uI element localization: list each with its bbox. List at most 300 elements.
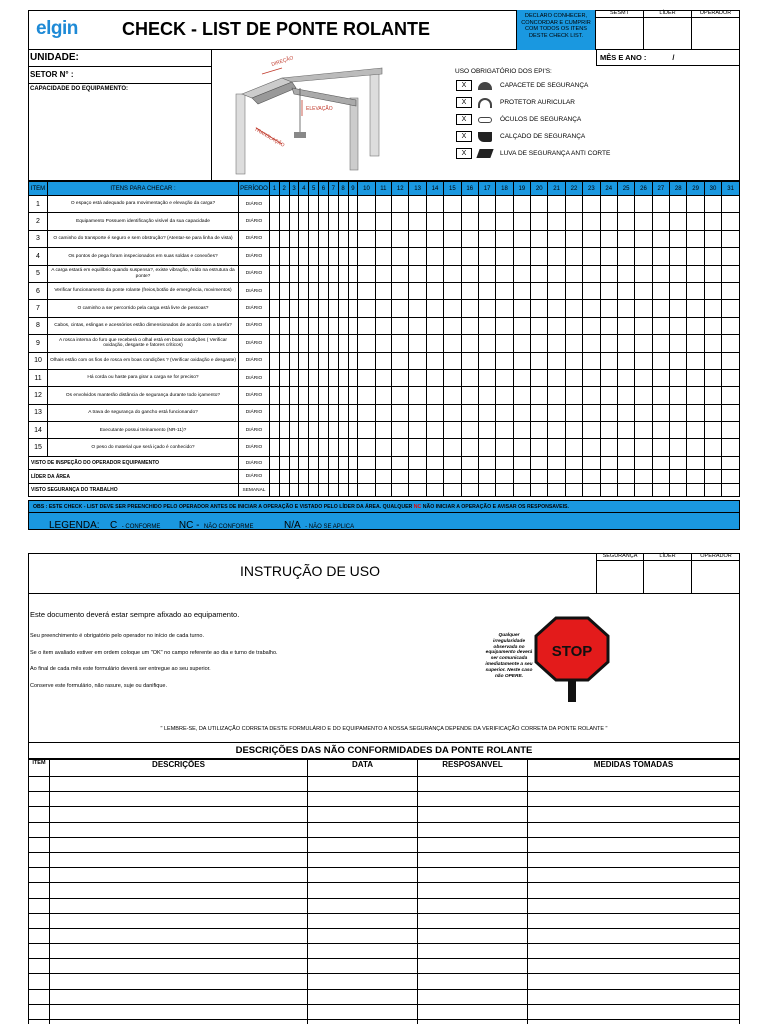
day-cell[interactable] [358,470,375,484]
day-cell[interactable] [426,282,443,299]
day-cell[interactable] [348,470,358,484]
day-cell[interactable] [309,387,319,404]
day-cell[interactable] [358,213,375,230]
day-cell[interactable] [722,404,740,421]
day-cell[interactable] [670,422,687,439]
day-cell[interactable] [617,456,634,470]
day-cell[interactable] [531,317,548,334]
nc-cell[interactable] [29,989,50,1004]
day-cell[interactable] [409,317,426,334]
day-cell[interactable] [444,470,461,484]
day-cell[interactable] [426,369,443,386]
day-cell[interactable] [444,352,461,369]
day-cell[interactable] [583,470,600,484]
day-cell[interactable] [704,265,721,282]
nc-cell[interactable] [418,928,528,943]
day-cell[interactable] [722,335,740,352]
day-cell[interactable] [279,196,289,213]
day-cell[interactable] [358,196,375,213]
day-cell[interactable] [722,369,740,386]
day-cell[interactable] [309,300,319,317]
nc-cell[interactable] [29,777,50,792]
day-cell[interactable] [513,387,530,404]
day-cell[interactable] [704,213,721,230]
day-cell[interactable] [565,335,582,352]
day-cell[interactable] [392,422,409,439]
day-cell[interactable] [392,265,409,282]
day-cell[interactable] [478,352,495,369]
day-cell[interactable] [461,422,478,439]
day-cell[interactable] [444,422,461,439]
day-cell[interactable] [722,300,740,317]
day-cell[interactable] [600,282,617,299]
day-cell[interactable] [279,317,289,334]
day-cell[interactable] [270,335,280,352]
day-cell[interactable] [565,196,582,213]
day-cell[interactable] [409,369,426,386]
nc-cell[interactable] [418,852,528,867]
day-cell[interactable] [319,196,329,213]
day-cell[interactable] [375,352,391,369]
day-cell[interactable] [687,248,704,265]
day-cell[interactable] [565,300,582,317]
day-cell[interactable] [444,213,461,230]
day-cell[interactable] [328,422,338,439]
nc-cell[interactable] [50,1004,308,1019]
day-cell[interactable] [375,282,391,299]
nc-cell[interactable] [308,898,418,913]
day-cell[interactable] [279,422,289,439]
day-cell[interactable] [328,265,338,282]
nc-cell[interactable] [528,959,740,974]
day-cell[interactable] [722,282,740,299]
day-cell[interactable] [319,422,329,439]
nc-cell[interactable] [29,974,50,989]
day-cell[interactable] [299,282,309,299]
day-cell[interactable] [652,422,669,439]
nc-cell[interactable] [50,959,308,974]
day-cell[interactable] [338,265,348,282]
day-cell[interactable] [289,213,299,230]
day-cell[interactable] [617,483,634,497]
day-cell[interactable] [548,352,565,369]
day-cell[interactable] [670,317,687,334]
day-cell[interactable] [289,282,299,299]
day-cell[interactable] [565,369,582,386]
day-cell[interactable] [309,352,319,369]
day-cell[interactable] [444,439,461,456]
day-cell[interactable] [358,483,375,497]
day-cell[interactable] [279,456,289,470]
nc-cell[interactable] [50,913,308,928]
day-cell[interactable] [328,300,338,317]
day-cell[interactable] [348,369,358,386]
day-cell[interactable] [513,422,530,439]
day-cell[interactable] [338,335,348,352]
day-cell[interactable] [426,248,443,265]
day-cell[interactable] [496,196,513,213]
day-cell[interactable] [279,282,289,299]
day-cell[interactable] [270,230,280,247]
day-cell[interactable] [722,387,740,404]
day-cell[interactable] [652,335,669,352]
day-cell[interactable] [392,404,409,421]
day-cell[interactable] [270,387,280,404]
day-cell[interactable] [444,248,461,265]
day-cell[interactable] [704,317,721,334]
nc-cell[interactable] [418,989,528,1004]
day-cell[interactable] [289,422,299,439]
day-cell[interactable] [289,456,299,470]
day-cell[interactable] [289,483,299,497]
day-cell[interactable] [319,282,329,299]
day-cell[interactable] [444,300,461,317]
day-cell[interactable] [299,213,309,230]
day-cell[interactable] [319,335,329,352]
day-cell[interactable] [478,335,495,352]
day-cell[interactable] [319,213,329,230]
day-cell[interactable] [392,300,409,317]
day-cell[interactable] [461,335,478,352]
day-cell[interactable] [319,369,329,386]
day-cell[interactable] [299,196,309,213]
day-cell[interactable] [531,265,548,282]
day-cell[interactable] [289,470,299,484]
day-cell[interactable] [319,317,329,334]
nc-cell[interactable] [50,883,308,898]
day-cell[interactable] [299,352,309,369]
day-cell[interactable] [513,456,530,470]
day-cell[interactable] [392,248,409,265]
day-cell[interactable] [583,265,600,282]
day-cell[interactable] [565,248,582,265]
day-cell[interactable] [548,265,565,282]
day-cell[interactable] [652,456,669,470]
day-cell[interactable] [635,439,652,456]
day-cell[interactable] [600,248,617,265]
day-cell[interactable] [687,422,704,439]
day-cell[interactable] [670,248,687,265]
day-cell[interactable] [548,470,565,484]
day-cell[interactable] [279,335,289,352]
day-cell[interactable] [496,470,513,484]
day-cell[interactable] [496,387,513,404]
day-cell[interactable] [319,352,329,369]
day-cell[interactable] [461,439,478,456]
day-cell[interactable] [279,352,289,369]
day-cell[interactable] [270,282,280,299]
epi-check[interactable]: X [456,131,472,142]
day-cell[interactable] [478,404,495,421]
day-cell[interactable] [670,352,687,369]
day-cell[interactable] [513,369,530,386]
day-cell[interactable] [548,439,565,456]
instr-sign-operador[interactable]: OPERADOR [692,553,740,594]
day-cell[interactable] [583,317,600,334]
nc-cell[interactable] [418,959,528,974]
nc-cell[interactable] [528,944,740,959]
day-cell[interactable] [600,369,617,386]
day-cell[interactable] [409,230,426,247]
day-cell[interactable] [652,439,669,456]
day-cell[interactable] [496,369,513,386]
day-cell[interactable] [652,483,669,497]
day-cell[interactable] [496,352,513,369]
nc-cell[interactable] [29,959,50,974]
day-cell[interactable] [289,248,299,265]
nc-cell[interactable] [528,777,740,792]
day-cell[interactable] [478,317,495,334]
day-cell[interactable] [409,335,426,352]
day-cell[interactable] [548,404,565,421]
nc-cell[interactable] [308,974,418,989]
day-cell[interactable] [565,439,582,456]
day-cell[interactable] [600,439,617,456]
day-cell[interactable] [704,404,721,421]
day-cell[interactable] [279,300,289,317]
day-cell[interactable] [531,456,548,470]
day-cell[interactable] [375,248,391,265]
nc-cell[interactable] [308,959,418,974]
day-cell[interactable] [548,300,565,317]
day-cell[interactable] [348,230,358,247]
day-cell[interactable] [309,369,319,386]
nc-cell[interactable] [418,1020,528,1024]
day-cell[interactable] [687,230,704,247]
day-cell[interactable] [617,248,634,265]
day-cell[interactable] [289,404,299,421]
day-cell[interactable] [600,404,617,421]
day-cell[interactable] [548,456,565,470]
day-cell[interactable] [687,352,704,369]
day-cell[interactable] [635,213,652,230]
day-cell[interactable] [687,439,704,456]
day-cell[interactable] [513,213,530,230]
day-cell[interactable] [375,335,391,352]
day-cell[interactable] [478,483,495,497]
day-cell[interactable] [513,352,530,369]
day-cell[interactable] [617,317,634,334]
day-cell[interactable] [652,300,669,317]
day-cell[interactable] [358,439,375,456]
day-cell[interactable] [478,265,495,282]
day-cell[interactable] [392,213,409,230]
day-cell[interactable] [328,439,338,456]
day-cell[interactable] [338,317,348,334]
day-cell[interactable] [635,230,652,247]
nc-cell[interactable] [29,898,50,913]
day-cell[interactable] [299,230,309,247]
day-cell[interactable] [392,230,409,247]
day-cell[interactable] [375,213,391,230]
day-cell[interactable] [513,265,530,282]
day-cell[interactable] [289,317,299,334]
day-cell[interactable] [461,282,478,299]
nc-cell[interactable] [528,1020,740,1024]
day-cell[interactable] [279,387,289,404]
day-cell[interactable] [548,230,565,247]
day-cell[interactable] [309,483,319,497]
day-cell[interactable] [583,387,600,404]
day-cell[interactable] [289,335,299,352]
day-cell[interactable] [513,404,530,421]
nc-cell[interactable] [528,807,740,822]
day-cell[interactable] [299,404,309,421]
day-cell[interactable] [548,317,565,334]
nc-cell[interactable] [418,898,528,913]
day-cell[interactable] [722,439,740,456]
day-cell[interactable] [496,265,513,282]
day-cell[interactable] [617,352,634,369]
day-cell[interactable] [687,404,704,421]
day-cell[interactable] [338,213,348,230]
day-cell[interactable] [392,387,409,404]
day-cell[interactable] [426,470,443,484]
day-cell[interactable] [309,230,319,247]
day-cell[interactable] [531,230,548,247]
day-cell[interactable] [461,404,478,421]
nc-cell[interactable] [50,822,308,837]
day-cell[interactable] [531,404,548,421]
day-cell[interactable] [548,196,565,213]
nc-cell[interactable] [50,792,308,807]
day-cell[interactable] [444,282,461,299]
day-cell[interactable] [687,335,704,352]
day-cell[interactable] [687,196,704,213]
day-cell[interactable] [461,483,478,497]
day-cell[interactable] [565,213,582,230]
unidade-field[interactable]: UNIDADE: [28,50,212,67]
day-cell[interactable] [299,265,309,282]
day-cell[interactable] [670,439,687,456]
day-cell[interactable] [338,352,348,369]
day-cell[interactable] [565,265,582,282]
day-cell[interactable] [635,470,652,484]
day-cell[interactable] [348,300,358,317]
nc-cell[interactable] [29,883,50,898]
day-cell[interactable] [704,335,721,352]
day-cell[interactable] [270,456,280,470]
day-cell[interactable] [635,456,652,470]
day-cell[interactable] [358,248,375,265]
day-cell[interactable] [583,369,600,386]
day-cell[interactable] [270,352,280,369]
day-cell[interactable] [722,196,740,213]
day-cell[interactable] [426,265,443,282]
day-cell[interactable] [704,248,721,265]
day-cell[interactable] [375,230,391,247]
day-cell[interactable] [289,387,299,404]
nc-cell[interactable] [29,913,50,928]
day-cell[interactable] [375,265,391,282]
day-cell[interactable] [635,422,652,439]
day-cell[interactable] [328,369,338,386]
day-cell[interactable] [617,404,634,421]
mes-ano-field[interactable]: MÊS E ANO : / [596,50,740,66]
day-cell[interactable] [652,317,669,334]
day-cell[interactable] [652,265,669,282]
day-cell[interactable] [309,422,319,439]
day-cell[interactable] [670,387,687,404]
day-cell[interactable] [478,196,495,213]
day-cell[interactable] [338,300,348,317]
day-cell[interactable] [652,352,669,369]
nc-cell[interactable] [528,1004,740,1019]
day-cell[interactable] [270,196,280,213]
day-cell[interactable] [670,335,687,352]
day-cell[interactable] [444,335,461,352]
day-cell[interactable] [358,456,375,470]
nc-cell[interactable] [418,944,528,959]
day-cell[interactable] [328,213,338,230]
day-cell[interactable] [338,282,348,299]
day-cell[interactable] [309,470,319,484]
day-cell[interactable] [670,282,687,299]
day-cell[interactable] [704,352,721,369]
day-cell[interactable] [461,387,478,404]
day-cell[interactable] [600,196,617,213]
day-cell[interactable] [722,265,740,282]
day-cell[interactable] [583,404,600,421]
day-cell[interactable] [319,300,329,317]
day-cell[interactable] [328,282,338,299]
day-cell[interactable] [348,317,358,334]
day-cell[interactable] [531,248,548,265]
day-cell[interactable] [583,456,600,470]
day-cell[interactable] [338,422,348,439]
day-cell[interactable] [687,213,704,230]
day-cell[interactable] [375,300,391,317]
nc-cell[interactable] [29,792,50,807]
day-cell[interactable] [531,282,548,299]
day-cell[interactable] [348,265,358,282]
nc-cell[interactable] [528,792,740,807]
day-cell[interactable] [375,470,391,484]
day-cell[interactable] [583,439,600,456]
day-cell[interactable] [687,369,704,386]
day-cell[interactable] [531,439,548,456]
day-cell[interactable] [358,300,375,317]
day-cell[interactable] [531,369,548,386]
day-cell[interactable] [704,439,721,456]
day-cell[interactable] [600,483,617,497]
day-cell[interactable] [319,470,329,484]
day-cell[interactable] [531,213,548,230]
day-cell[interactable] [687,470,704,484]
day-cell[interactable] [635,196,652,213]
day-cell[interactable] [478,248,495,265]
nc-cell[interactable] [528,913,740,928]
day-cell[interactable] [409,213,426,230]
day-cell[interactable] [635,248,652,265]
day-cell[interactable] [548,248,565,265]
day-cell[interactable] [670,230,687,247]
day-cell[interactable] [375,196,391,213]
day-cell[interactable] [426,483,443,497]
day-cell[interactable] [270,248,280,265]
day-cell[interactable] [548,483,565,497]
epi-check[interactable]: X [456,148,472,159]
day-cell[interactable] [722,456,740,470]
day-cell[interactable] [722,483,740,497]
day-cell[interactable] [409,265,426,282]
day-cell[interactable] [392,456,409,470]
day-cell[interactable] [409,196,426,213]
day-cell[interactable] [375,404,391,421]
nc-cell[interactable] [29,928,50,943]
day-cell[interactable] [319,387,329,404]
day-cell[interactable] [496,404,513,421]
